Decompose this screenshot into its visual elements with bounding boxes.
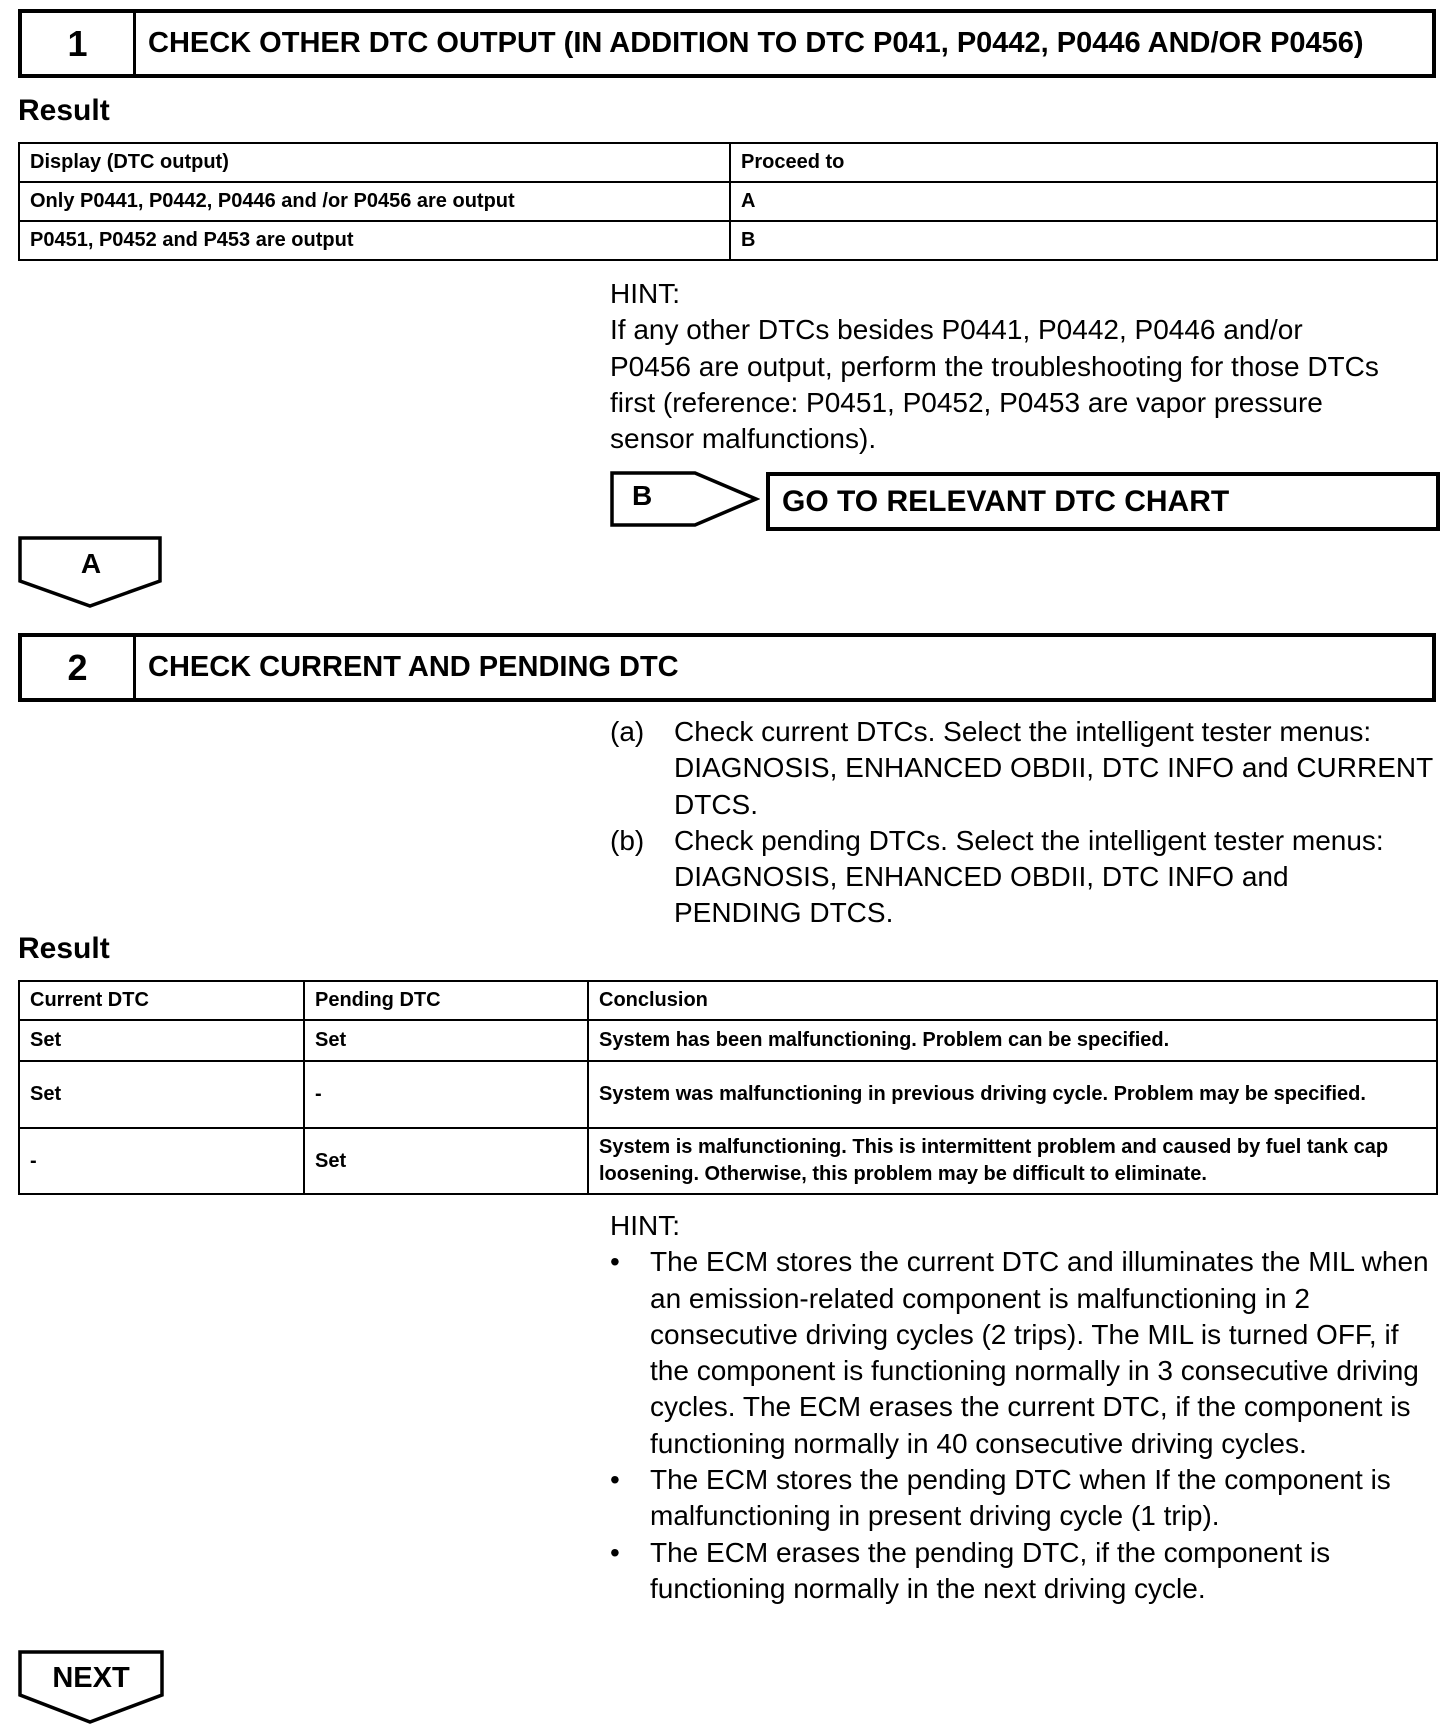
dtc-status-table xyxy=(18,980,1438,1195)
hint-text: If any other DTCs besides P0441, P0442, P0446 and/or P0456 are output, perform the troubleshooting for those DTCs first (reference: P0451, P0452, P0453 are vapor pressure sensor malfunctions). xyxy=(610,314,1379,455)
step-1-header xyxy=(18,9,1436,78)
table-header: Pending DTC xyxy=(304,981,588,1020)
table-cell: System was malfunctioning in previous driving cycle. Problem may be specified. xyxy=(588,1061,1437,1128)
result-heading: Result xyxy=(18,932,110,965)
table-row xyxy=(19,182,1437,221)
bullet-icon: • xyxy=(610,1536,620,1568)
instruction-item xyxy=(610,714,1440,823)
table-cell: - xyxy=(304,1061,588,1128)
dtc-output-table xyxy=(18,142,1438,261)
hint-block xyxy=(610,1208,1440,1607)
table-cell: B xyxy=(730,221,1437,260)
go-to-relevant-dtc-chart[interactable]: GO TO RELEVANT DTC CHART xyxy=(766,472,1440,531)
branch-a-button[interactable] xyxy=(18,536,164,610)
hint-block xyxy=(610,276,1390,457)
next-button[interactable] xyxy=(18,1650,164,1726)
table-header: Display (DTC output) xyxy=(19,143,730,182)
branch-b-button[interactable] xyxy=(610,470,760,528)
hint-label: HINT: xyxy=(610,1210,680,1241)
table-row xyxy=(19,221,1437,260)
next-label: NEXT xyxy=(52,1662,130,1694)
table-header: Current DTC xyxy=(19,981,304,1020)
branch-b-label: B xyxy=(632,480,653,511)
table-row xyxy=(19,1061,1437,1128)
table-header-row xyxy=(19,143,1437,182)
table-header: Proceed to xyxy=(730,143,1437,182)
instruction-label: (b) xyxy=(610,824,645,856)
table-cell: System is malfunctioning. This is intermittent problem and caused by fuel tank cap loosening. Otherwise, this problem may be difficult to eliminate. xyxy=(588,1128,1437,1194)
bullet-icon: • xyxy=(610,1464,620,1496)
table-cell: Set xyxy=(19,1020,304,1061)
hint-bullet-item xyxy=(610,1462,1440,1535)
table-cell: Only P0441, P0442, P0446 and /or P0456 are output xyxy=(19,182,730,221)
step-title: CHECK OTHER DTC OUTPUT (IN ADDITION TO DTC P041, P0442, P0446 AND/OR P0456) xyxy=(148,27,1364,59)
step-2-header xyxy=(18,633,1436,702)
hint-bullet-item xyxy=(610,1535,1440,1608)
table-cell: System has been malfunctioning. Problem can be specified. xyxy=(588,1020,1437,1061)
bullet-icon: • xyxy=(610,1246,620,1278)
table-row xyxy=(19,1128,1437,1194)
table-cell: Set xyxy=(304,1128,588,1194)
branch-a-label: A xyxy=(80,548,102,579)
table-header: Conclusion xyxy=(588,981,1437,1020)
hint-bullet-text: The ECM stores the current DTC and illuminates the MIL when an emission-related component is malfunctioning in 2 consecutive driving cycles (2 trips). The MIL is turned OFF, if the component is functioning normally in 3 consecutive driving cycles. The ECM erases the current DTC, if the component is functioning normally in 40 consecutive driving cycles. xyxy=(650,1246,1429,1459)
result-heading: Result xyxy=(18,94,110,127)
table-cell: Set xyxy=(19,1061,304,1128)
instruction-label: (a) xyxy=(610,716,645,747)
step-number: 2 xyxy=(22,637,136,698)
table-cell: - xyxy=(19,1128,304,1194)
table-cell: P0451, P0452 and P453 are output xyxy=(19,221,730,260)
hint-bullet-text: The ECM erases the pending DTC, if the component is functioning normally in the next driving cycle. xyxy=(650,1536,1331,1604)
table-header-row xyxy=(19,981,1437,1020)
instruction-text: Check current DTCs. Select the intelligent tester menus: DIAGNOSIS, ENHANCED OBDII, DTC INFO and CURRENT DTCS. xyxy=(674,716,1433,820)
hint-bullet-text: The ECM stores the pending DTC when If the component is malfunctioning in present driving cycle (1 trip). xyxy=(650,1464,1391,1532)
step-title: CHECK CURRENT AND PENDING DTC xyxy=(148,651,679,683)
hint-label: HINT: xyxy=(610,278,680,309)
step-number: 1 xyxy=(22,13,136,74)
instruction-item xyxy=(610,823,1440,932)
table-cell: Set xyxy=(304,1020,588,1061)
table-cell: A xyxy=(730,182,1437,221)
table-row xyxy=(19,1020,1437,1061)
instruction-text: Check pending DTCs. Select the intelligent tester menus: DIAGNOSIS, ENHANCED OBDII, DTC INFO and PENDING DTCS. xyxy=(674,824,1384,929)
hint-bullet-item xyxy=(610,1244,1440,1462)
instructions xyxy=(610,714,1440,932)
